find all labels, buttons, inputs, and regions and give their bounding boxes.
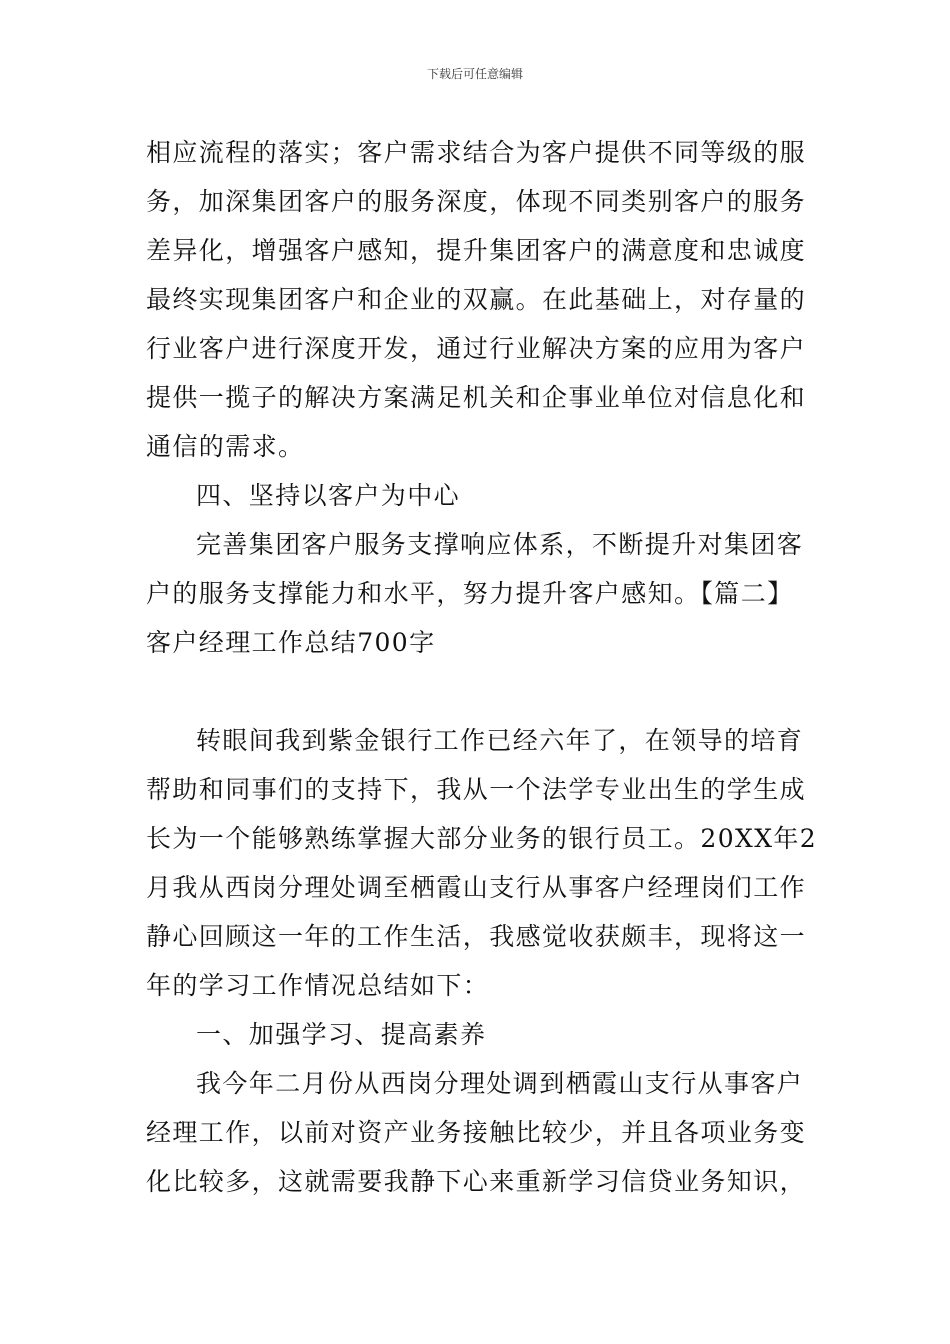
page-header: 下载后可任意编辑 <box>426 67 523 81</box>
body-line: 行业客户进行深度开发，通过行业解决方案的应用为客户 <box>146 334 807 363</box>
body-line: 静心回顾这一年的工作生活，我感觉收获颇丰，现将这一 <box>146 922 807 951</box>
article-title: 客户经理工作总结700字 <box>146 628 436 657</box>
body-line: 年的学习工作情况总结如下： <box>146 971 490 1000</box>
document-body <box>146 128 818 1206</box>
body-line: 帮助和同事们的支持下，我从一个法学专业出生的学生成 <box>146 775 807 804</box>
body-line: 提供一揽子的解决方案满足机关和企事业单位对信息化和 <box>146 383 807 412</box>
body-line: 相应流程的落实；客户需求结合为客户提供不同等级的服 <box>146 138 807 167</box>
body-line: 经理工作，以前对资产业务接触比较少，并且各项业务变 <box>146 1118 807 1147</box>
section-heading: 四、坚持以客户为中心 <box>196 481 461 510</box>
body-line: 长为一个能够熟练掌握大部分业务的银行员工。20XX年2 <box>146 824 818 853</box>
section-heading: 一、加强学习、提高素养 <box>196 1020 487 1049</box>
body-line: 化比较多，这就需要我静下心来重新学习信贷业务知识， <box>146 1167 807 1196</box>
body-line: 户的服务支撑能力和水平，努力提升客户感知。【篇二】 <box>146 579 794 608</box>
paragraph-start: 我今年二月份从西岗分理处调到栖霞山支行从事客户 <box>196 1069 804 1098</box>
body-line: 差异化，增强客户感知，提升集团客户的满意度和忠诚度 <box>146 236 807 265</box>
paragraph-start: 完善集团客户服务支撑响应体系，不断提升对集团客 <box>196 530 804 559</box>
body-line: 最终实现集团客户和企业的双赢。在此基础上，对存量的 <box>146 285 807 314</box>
blank-line <box>146 667 806 716</box>
body-line: 通信的需求。 <box>146 432 305 461</box>
paragraph-start: 转眼间我到紫金银行工作已经六年了，在领导的培育 <box>196 726 804 755</box>
body-line: 月我从西岗分理处调至栖霞山支行从事客户经理岗们工作 <box>146 873 807 902</box>
body-line: 务，加深集团客户的服务深度，体现不同类别客户的服务 <box>146 187 807 216</box>
